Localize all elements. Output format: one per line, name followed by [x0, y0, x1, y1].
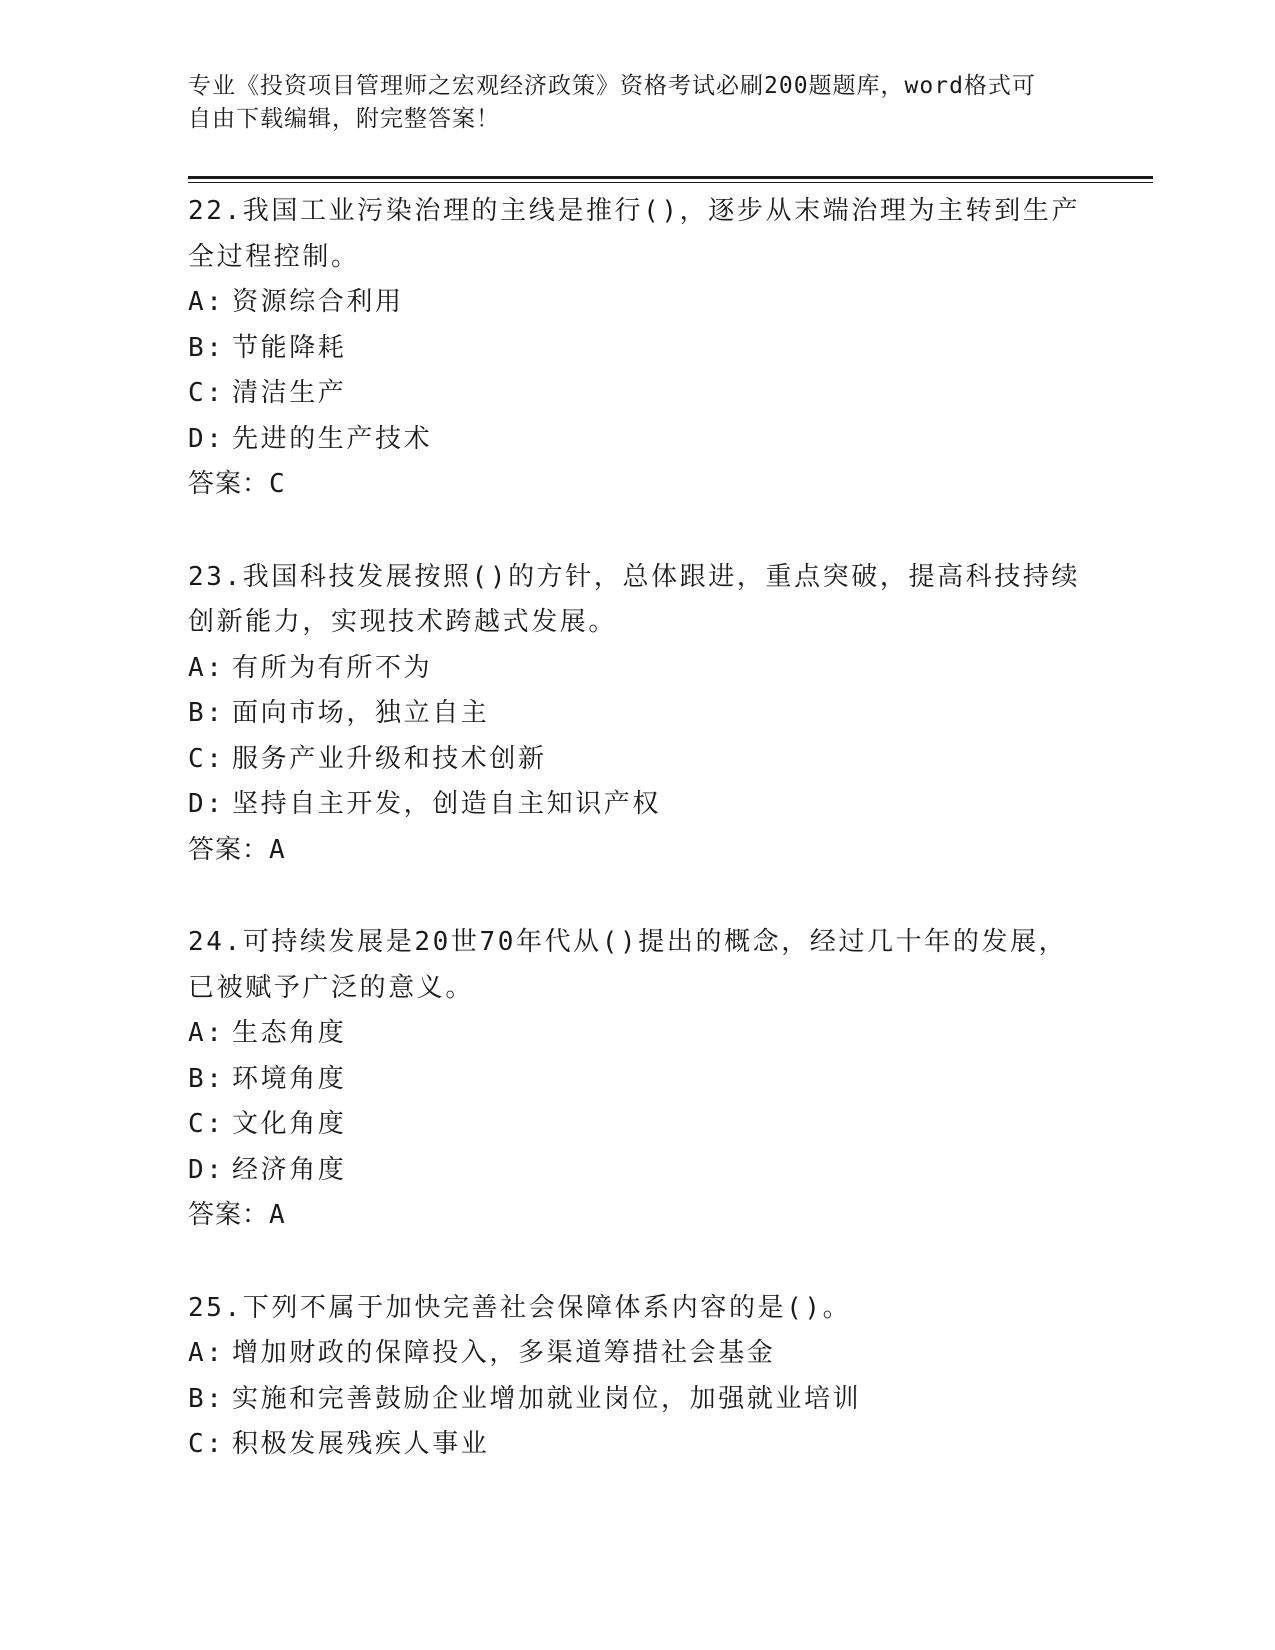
option-b: [188, 326, 1088, 372]
option-c: [188, 1102, 1088, 1148]
question-stem: [188, 920, 1088, 1011]
option-text: 文化角度: [232, 1109, 347, 1139]
option-key: A:: [188, 652, 225, 683]
option-text: 坚持自主开发，创造自主知识产权: [232, 789, 662, 819]
option-c: [188, 737, 1088, 783]
header-line-1: 专业《投资项目管理师之宏观经济政策》资格考试必刷200题题库，word格式可: [188, 73, 1036, 99]
option-d: [188, 1148, 1088, 1194]
option-text: 环境角度: [232, 1063, 347, 1094]
option-text: 面向市场，独立自主: [232, 698, 490, 728]
option-d: [188, 782, 1088, 828]
option-key: A:: [188, 1338, 225, 1368]
option-key: B:: [188, 1383, 225, 1414]
question-stem-line-2: 创新能力，实现技术跨越式发展。: [188, 607, 618, 637]
document-header: [188, 70, 1068, 136]
option-key: A:: [188, 1018, 225, 1048]
option-text: 增加财政的保障投入，多渠道筹措社会基金: [232, 1338, 776, 1368]
option-key: D:: [188, 423, 225, 454]
question-stem-line-1: 22.我国工业污染治理的主线是推行()，逐步从末端治理为主转到生产: [188, 196, 1081, 226]
option-key: C:: [188, 378, 225, 408]
question-23: [188, 555, 1088, 874]
option-key: C:: [188, 743, 225, 774]
question-stem: [188, 555, 1088, 646]
question-25: [188, 1286, 1088, 1468]
option-b: [188, 1057, 1088, 1103]
header-rule-thick: [188, 176, 1153, 179]
question-list: [188, 189, 1088, 1515]
option-text: 服务产业升级和技术创新: [232, 743, 547, 774]
option-c: [188, 371, 1088, 417]
option-key: C:: [188, 1429, 225, 1459]
question-22: [188, 189, 1088, 508]
option-text: 清洁生产: [232, 378, 347, 408]
option-key: B:: [188, 1063, 225, 1094]
option-a: [188, 280, 1088, 326]
question-stem-line-1: 24.可持续发展是20世70年代从()提出的概念，经过几十年的发展，: [188, 927, 1068, 957]
header-line-2: 自由下载编辑，附完整答案！: [188, 106, 500, 132]
question-stem: [188, 189, 1088, 280]
option-key: D:: [188, 1154, 225, 1185]
header-rule-thin: [188, 182, 1153, 183]
option-text: 经济角度: [232, 1154, 347, 1185]
answer-line: 答案：A: [188, 834, 286, 865]
option-d: [188, 417, 1088, 463]
option-text: 实施和完善鼓励企业增加就业岗位，加强就业培训: [232, 1383, 862, 1414]
option-c: [188, 1422, 1088, 1468]
option-text: 有所为有所不为: [232, 652, 433, 683]
option-text: 资源综合利用: [232, 287, 404, 317]
option-b: [188, 1377, 1088, 1423]
option-key: B:: [188, 332, 225, 363]
option-text: 积极发展残疾人事业: [232, 1429, 490, 1459]
option-b: [188, 691, 1088, 737]
option-key: A:: [188, 287, 225, 317]
option-text: 生态角度: [232, 1018, 347, 1048]
option-a: [188, 1011, 1088, 1057]
option-a: [188, 1331, 1088, 1377]
option-text: 节能降耗: [232, 332, 347, 363]
question-stem-line-1: 23.我国科技发展按照()的方针，总体跟进，重点突破，提高科技持续: [188, 561, 1081, 592]
question-stem-line-2: 全过程控制。: [188, 241, 360, 272]
option-key: D:: [188, 789, 225, 819]
option-a: [188, 646, 1088, 692]
answer-line: 答案：C: [188, 469, 286, 499]
answer-line: 答案：A: [188, 1200, 286, 1230]
option-key: B:: [188, 698, 225, 728]
question-24: [188, 920, 1088, 1239]
option-text: 先进的生产技术: [232, 423, 433, 454]
question-stem-line-2: 已被赋予广泛的意义。: [188, 972, 475, 1003]
question-stem: [188, 1286, 1088, 1332]
question-stem-line-1: 25.下列不属于加快完善社会保障体系内容的是()。: [188, 1292, 852, 1323]
option-key: C:: [188, 1109, 225, 1139]
